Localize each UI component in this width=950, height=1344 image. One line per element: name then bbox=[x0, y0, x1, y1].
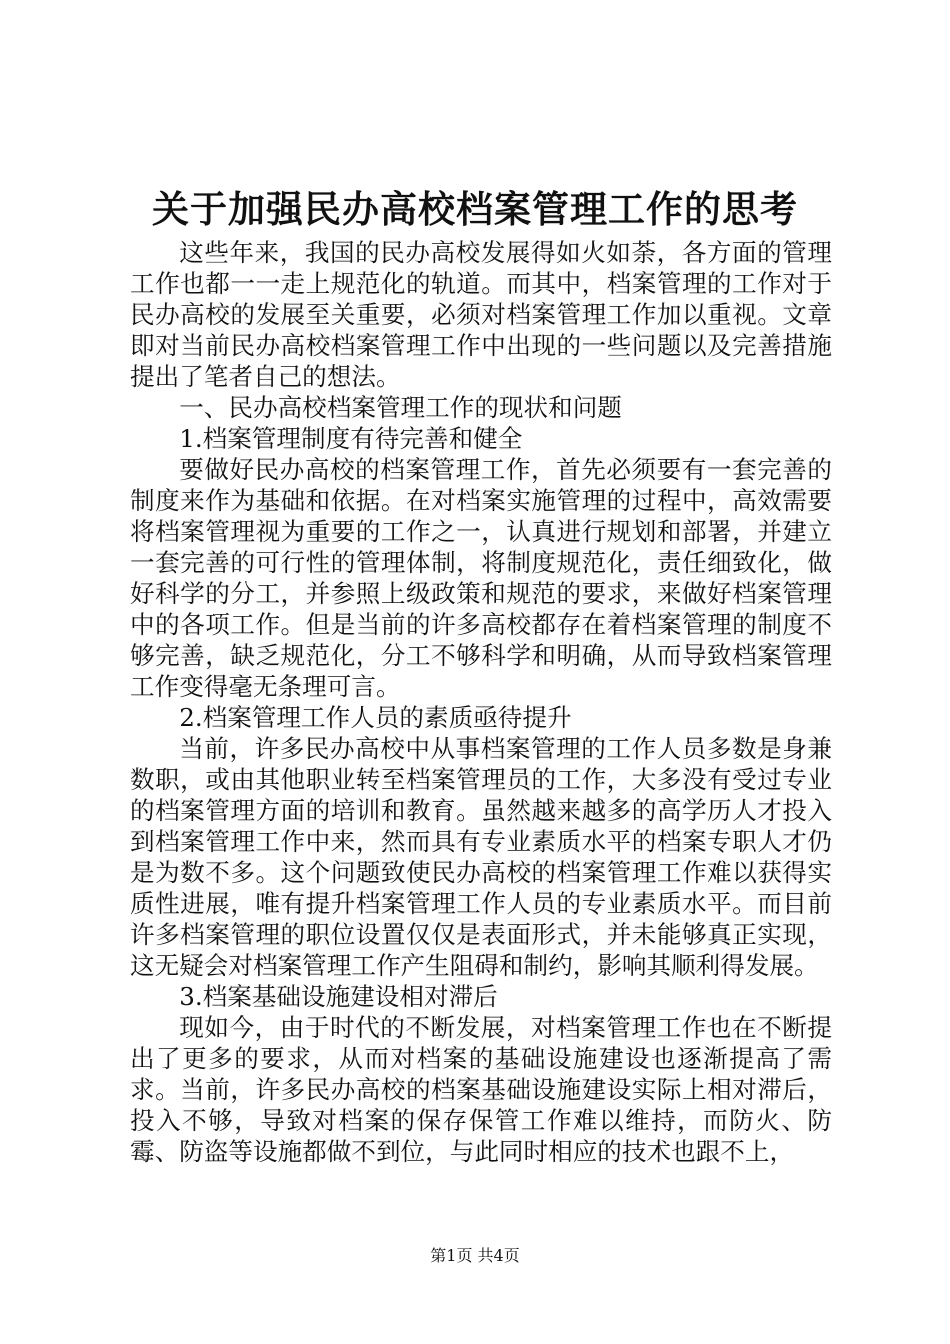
paragraph-2: 当前，许多民办高校中从事档案管理的工作人员多数是身兼数职，或由其他职业转至档案管理员的工作，大多没有受过专业的档案管理方面的培训和教育。虽然越来越多的高学历人才投入到档案管理工作中来，然而具有专业素质水平的档案专职人才仍是为数不多。这个问题致使民办高校的档案管理工作难以获得实质性进展，唯有提升档案管理工作人员的专业素质水平。而目前许多档案管理的职位设置仅仅是表面形式，并未能够真正实现，这无疑会对档案管理工作产生阻碍和制约，影响其顺利得发展。 bbox=[130, 734, 832, 980]
paragraph-1: 要做好民办高校的档案管理工作，首先必须要有一套完善的制度来作为基础和依据。在对档案实施管理的过程中，高效需要将档案管理视为重要的工作之一，认真进行规划和部署，并建立一套完善的可行性的管理体制，将制度规范化，责任细致化，做好科学的分工，并参照上级政策和规范的要求，来做好档案管理中的各项工作。但是当前的许多高校都存在着档案管理的制度不够完善，缺乏规范化，分工不够科学和明确，从而导致档案管理工作变得毫无条理可言。 bbox=[130, 455, 832, 701]
document-title: 关于加强民办高校档案管理工作的思考 bbox=[152, 187, 798, 231]
paragraph-3: 现如今，由于时代的不断发展，对档案管理工作也在不断提出了更多的要求，从而对档案的基础设施建设也逐渐提高了需求。当前，许多民办高校的档案基础设施建设实际上相对滞后，投入不够，导致对档案的保存保管工作难以维持，而防火、防霉、防盗等设施都做不到位，与此同时相应的技术也跟不上， bbox=[130, 1013, 832, 1166]
subsection-heading-1: 1.档案管理制度有待完善和健全 bbox=[179, 424, 523, 453]
page-number-footer: 第1页 共4页 bbox=[430, 1246, 520, 1265]
subsection-heading-3: 3.档案基础设施建设相对滞后 bbox=[179, 982, 498, 1011]
subsection-heading-2: 2.档案管理工作人员的素质亟待提升 bbox=[179, 703, 572, 732]
section-heading-1: 一、民办高校档案管理工作的现状和问题 bbox=[179, 393, 622, 422]
paragraph-intro: 这些年来，我国的民办高校发展得如火如荼，各方面的管理工作也都一一走上规范化的轨道。而其中，档案管理的工作对于民办高校的发展至关重要，必须对档案管理工作加以重视。文章即对当前民办高校档案管理工作中出现的一些问题以及完善措施提出了笔者自己的想法。 bbox=[130, 238, 832, 391]
document-body bbox=[130, 237, 832, 1167]
